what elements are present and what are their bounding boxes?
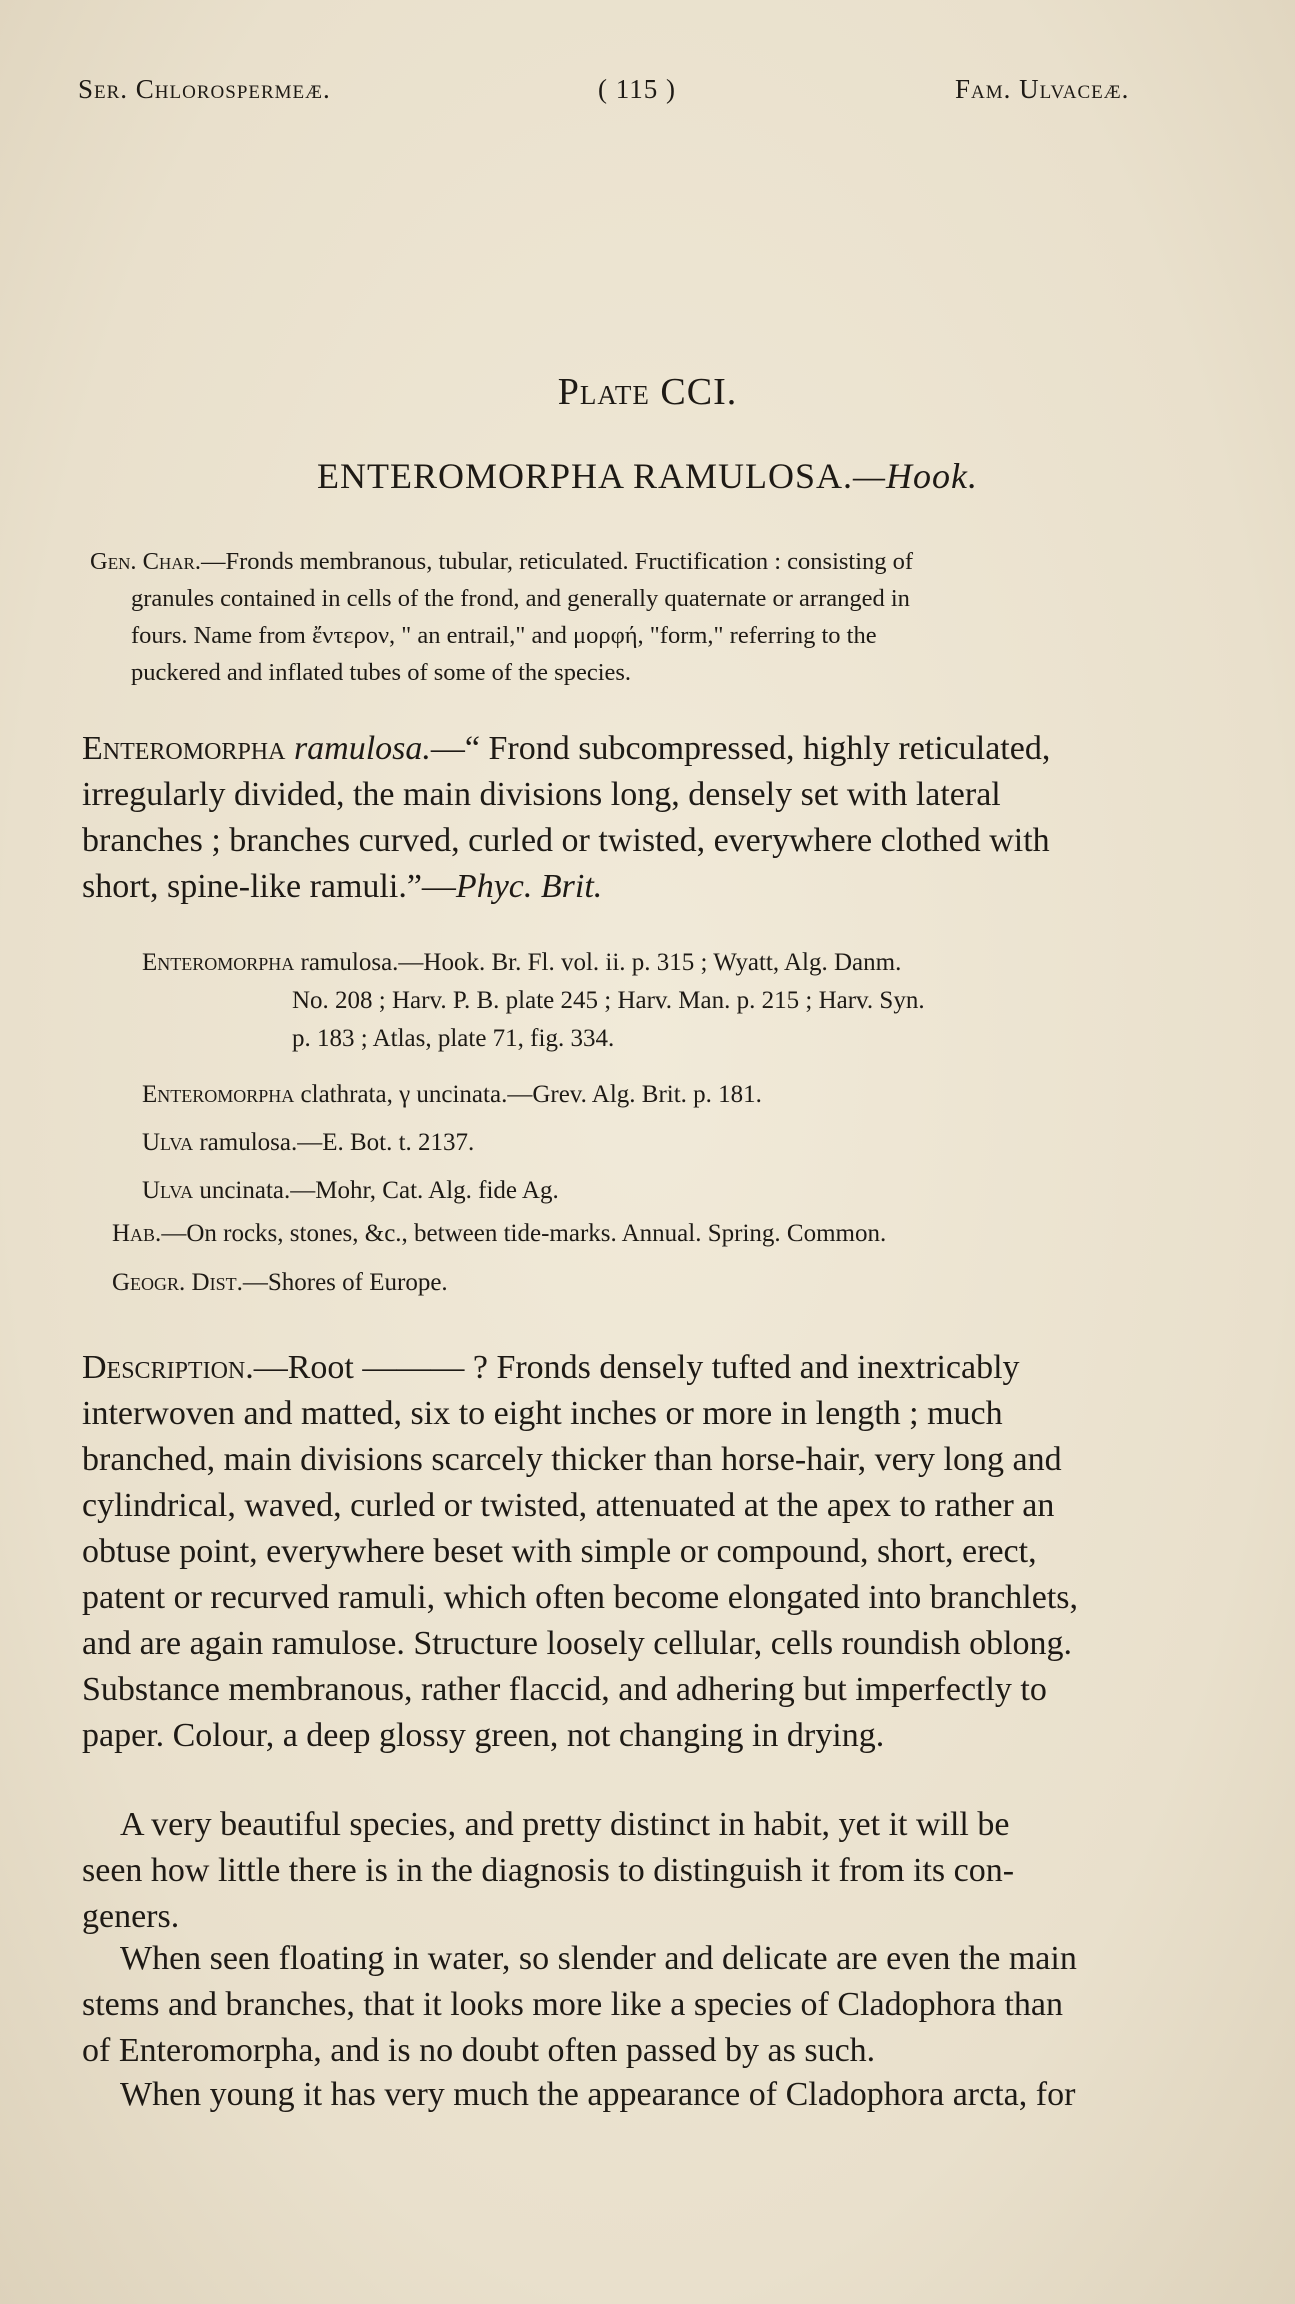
synonym-line: p. 183 ; Atlas, plate 71, fig. 334. — [292, 1025, 615, 1052]
remarks-line: A very beautiful species, and pretty distinct in habit, yet it will be — [120, 1806, 1010, 1843]
description-line: obtuse point, everywhere beset with simple or compound, short, erect, — [82, 1533, 1037, 1570]
remarks-line: of Enteromorpha, and is no doubt often passed by as such. — [82, 2032, 876, 2069]
description-line: Substance membranous, rather flaccid, and adhering but imperfectly to — [82, 1671, 1047, 1708]
description — [82, 1345, 1222, 1759]
synonym-line: ramulosa.—Hook. Br. Fl. vol. ii. p. 315 ; Wyatt, Alg. Danm. — [300, 949, 902, 976]
species-name: ENTEROMORPHA RAMULOSA. — [316, 456, 854, 496]
diagnosis-line: short, spine-like ramuli.”— — [82, 868, 456, 905]
species-authority: —Hook. — [853, 456, 979, 496]
description-label: Description. — [82, 1349, 254, 1386]
species-diagnosis — [82, 726, 1212, 910]
diagnosis-species: ramulosa. — [293, 730, 431, 767]
species-title — [0, 455, 1295, 497]
synonym-entry — [142, 944, 1222, 1058]
diagnosis-line: —“ Frond subcompressed, highly reticulated, — [430, 730, 1051, 767]
description-line: interwoven and matted, six to eight inches or more in length ; much — [82, 1395, 1003, 1432]
remarks-paragraph — [82, 2072, 1222, 2118]
running-head-left: Ser. Chlorospermeæ. — [78, 74, 331, 104]
remarks-line: When seen floating in water, so slender and delicate are even the main — [120, 1940, 1077, 1977]
synonym-entry — [142, 1172, 559, 1210]
synonym-genus: Enteromorpha — [142, 1081, 295, 1108]
synonym-line: ramulosa.—E. Bot. t. 2137. — [199, 1129, 475, 1156]
synonym-line: No. 208 ; Harv. P. B. plate 245 ; Harv. Man. p. 215 ; Harv. Syn. — [292, 987, 925, 1014]
generic-character — [90, 543, 1215, 691]
remarks-line: When young it has very much the appearance of Cladophora arcta, for — [120, 2076, 1076, 2113]
description-line: patent or recurved ramuli, which often become elongated into branchlets, — [82, 1579, 1079, 1616]
synonym-genus: Ulva — [142, 1129, 194, 1156]
remarks-paragraph — [82, 1936, 1222, 2074]
habitat — [112, 1215, 886, 1253]
geography-label: Geogr. Dist. — [112, 1269, 243, 1296]
synonym-genus: Ulva — [142, 1177, 194, 1204]
remarks-line: stems and branches, that it looks more like a species of Cladophora than — [82, 1986, 1064, 2023]
synonym-entry — [142, 1124, 474, 1162]
plate-title: Plate CCI. — [557, 371, 738, 413]
synonym-entry — [142, 1076, 762, 1114]
synonym-line: clathrata, γ uncinata.—Grev. Alg. Brit. p. 181. — [300, 1081, 762, 1108]
remarks-line: seen how little there is in the diagnosis to distinguish it from its con- — [82, 1852, 1015, 1889]
diagnosis-line: irregularly divided, the main divisions long, densely set with lateral — [82, 776, 1001, 813]
habitat-label: Hab. — [112, 1220, 162, 1247]
description-line: and are again ramulose. Structure loosely cellular, cells roundish oblong. — [82, 1625, 1073, 1662]
page-number: ( 115 ) — [598, 74, 676, 104]
description-line: cylindrical, waved, curled or twisted, attenuated at the apex to rather an — [82, 1487, 1055, 1524]
diagnosis-source: Phyc. Brit. — [455, 868, 603, 905]
gen-char-label: Gen. Char. — [90, 548, 201, 575]
remarks-line: geners. — [82, 1898, 180, 1935]
remarks-paragraph — [82, 1802, 1222, 1940]
diagnosis-line: branches ; branches curved, curled or twisted, everywhere clothed with — [82, 822, 1050, 859]
geography-text: —Shores of Europe. — [242, 1269, 448, 1296]
geographic-distribution — [112, 1264, 448, 1302]
synonym-genus: Enteromorpha — [142, 949, 295, 976]
description-line: paper. Colour, a deep glossy green, not changing in drying. — [82, 1717, 885, 1754]
synonym-line: uncinata.—Mohr, Cat. Alg. fide Ag. — [199, 1177, 559, 1204]
description-line: —Root ——— ? Fronds densely tufted and inextricably — [253, 1349, 1020, 1386]
gen-char-line: fours. Name from ἔντερον, " an entrail," and μορφή, "form," referring to the — [131, 622, 877, 649]
gen-char-line: granules contained in cells of the frond, and generally quaternate or arranged in — [131, 585, 910, 612]
gen-char-line: puckered and inflated tubes of some of the species. — [131, 659, 632, 686]
running-head-right: Fam. Ulvaceæ. — [955, 74, 1130, 104]
description-line: branched, main divisions scarcely thicker than horse-hair, very long and — [82, 1441, 1062, 1478]
gen-char-line: —Fronds membranous, tubular, reticulated. Fructification : consisting of — [200, 548, 914, 575]
habitat-text: —On rocks, stones, &c., between tide-marks. Annual. Spring. Common. — [161, 1220, 887, 1247]
diagnosis-genus: Enteromorpha — [82, 730, 286, 767]
